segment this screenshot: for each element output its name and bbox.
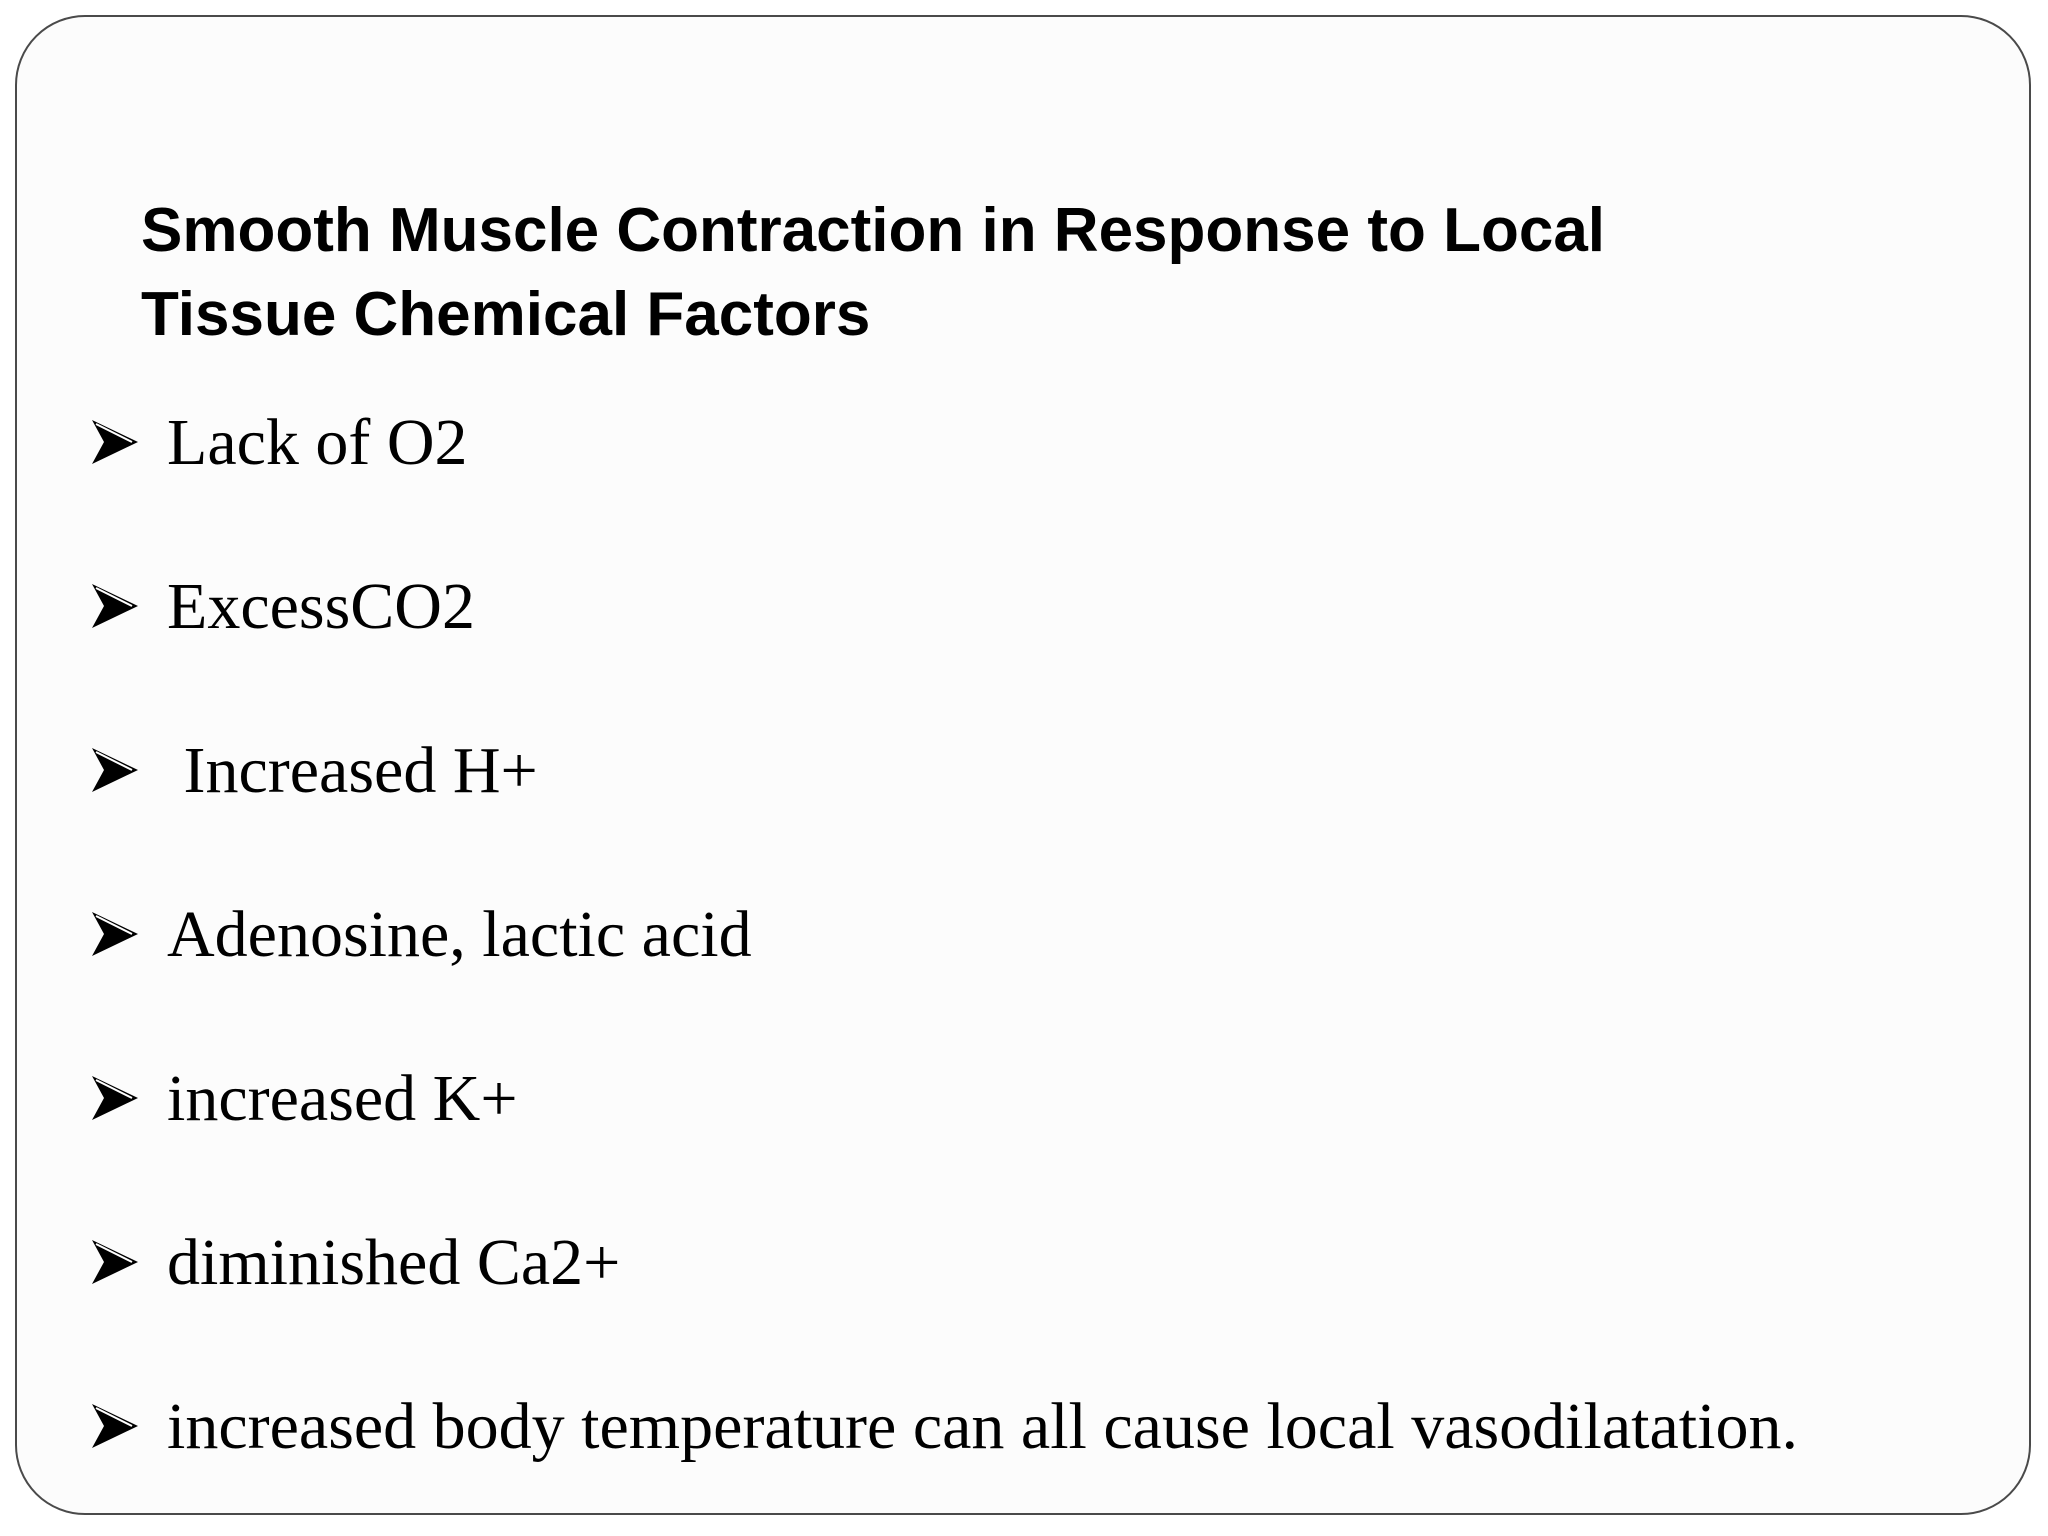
arrowhead-bullet-icon xyxy=(92,420,138,464)
bullet-text: Lack of O2 xyxy=(167,406,468,479)
title-line-1: Smooth Muscle Contraction in Response to Local xyxy=(141,196,1606,265)
title-line-2: Tissue Chemical Factors xyxy=(141,280,871,349)
bullet-text: diminished Ca2+ xyxy=(167,1226,621,1299)
bullet-text: ExcessCO2 xyxy=(167,570,475,643)
arrowhead-bullet-icon xyxy=(92,1076,138,1120)
arrowhead-bullet-icon xyxy=(92,584,138,628)
bullet-text: increased body temperature can all cause local vasodilatation. xyxy=(167,1390,1798,1463)
slide-title xyxy=(141,189,1941,357)
arrowhead-bullet-icon xyxy=(92,748,138,792)
arrowhead-bullet-icon xyxy=(92,1404,138,1448)
arrowhead-bullet-icon xyxy=(92,912,138,956)
bullet-text: increased K+ xyxy=(167,1062,518,1135)
bullet-text: Adenosine, lactic acid xyxy=(167,898,752,971)
arrowhead-bullet-icon xyxy=(92,1240,138,1284)
bullet-text: Increased H+ xyxy=(167,734,538,807)
